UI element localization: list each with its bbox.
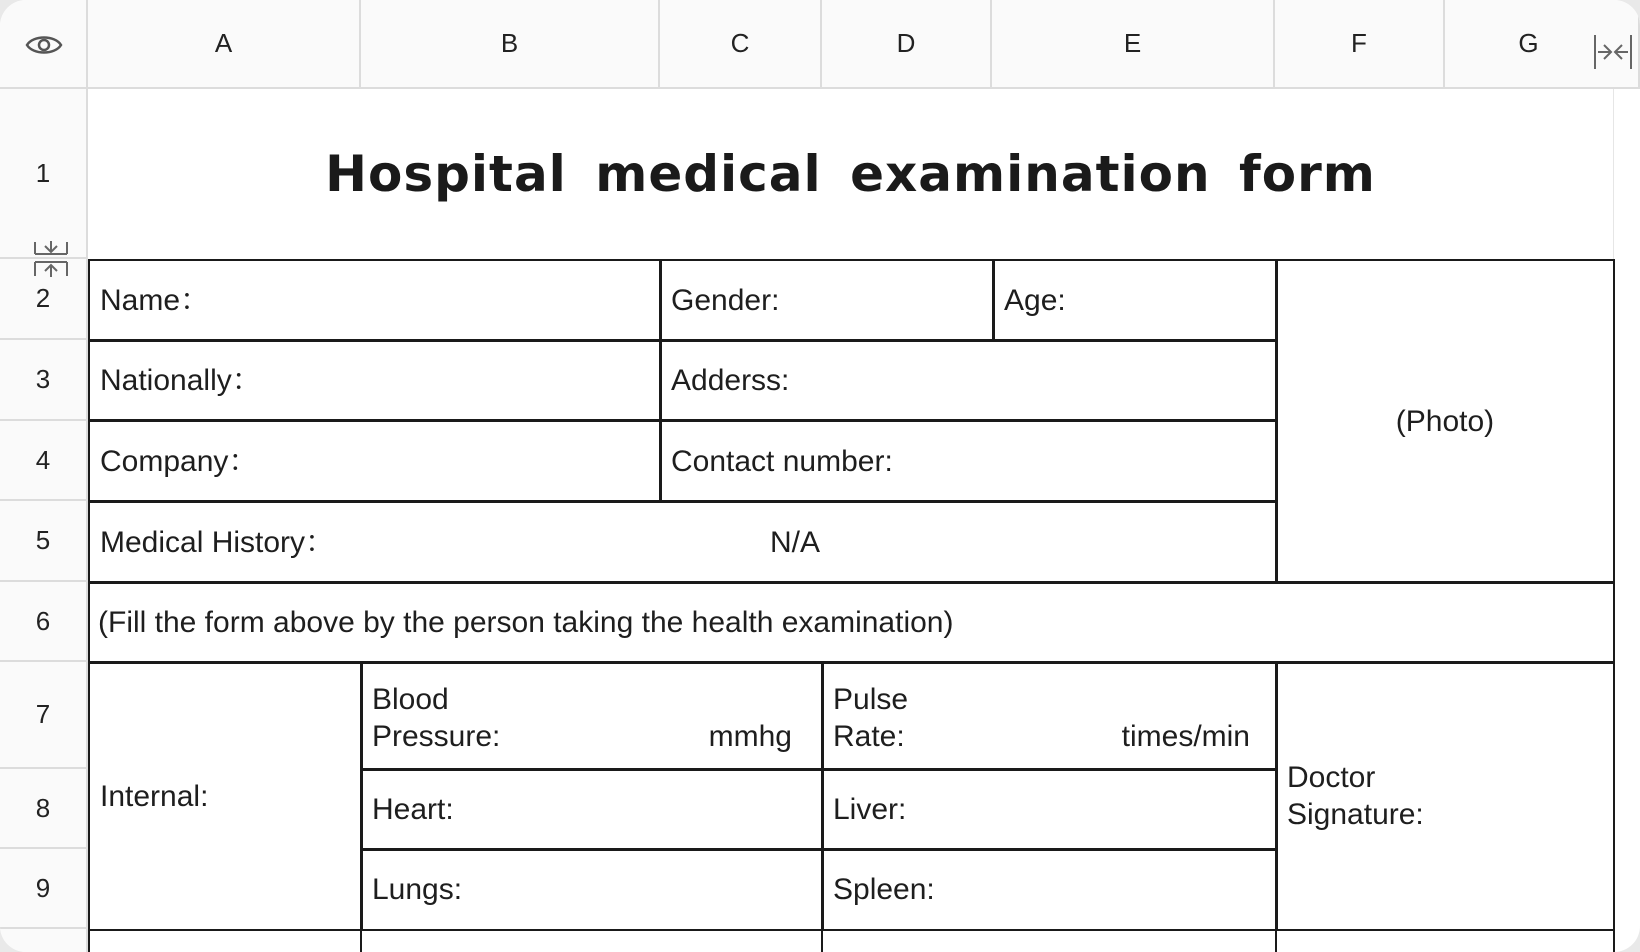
partial-row-cell[interactable]	[88, 929, 1615, 952]
partial-row-divider	[360, 929, 362, 952]
lungs-cell[interactable]	[360, 848, 824, 931]
row-header-label: 8	[35, 792, 51, 823]
pulse-rate-label-line1: Pulse	[833, 683, 909, 716]
pulse-rate-cell[interactable]	[821, 661, 1278, 771]
row-header-6[interactable]	[0, 582, 88, 662]
row-header-label: 3	[35, 364, 51, 394]
row-header-label: 4	[35, 444, 51, 475]
contact-number-label: Contact number:	[671, 444, 893, 478]
gender-cell[interactable]	[659, 259, 995, 342]
contact-number-cell[interactable]	[659, 419, 1278, 503]
liver-label: Liver:	[833, 793, 907, 826]
age-cell[interactable]	[992, 259, 1278, 342]
row-header-8[interactable]	[0, 769, 88, 849]
pulse-rate-unit: times/min	[1121, 720, 1250, 753]
column-header-c[interactable]	[660, 0, 822, 89]
row-header-1[interactable]	[0, 89, 88, 259]
column-header-label: B	[500, 28, 519, 58]
eye-icon[interactable]	[25, 33, 63, 57]
address-cell[interactable]	[659, 339, 1278, 422]
column-header-label: A	[214, 28, 233, 58]
row-header-4[interactable]	[0, 421, 88, 501]
row-header-label: 5	[35, 525, 51, 555]
collapse-rows-icon[interactable]	[33, 240, 69, 278]
column-header-label: G	[1518, 28, 1539, 58]
partial-row-divider	[1275, 929, 1277, 952]
medical-history-label: Medical History：	[100, 525, 336, 559]
company-cell[interactable]	[88, 419, 662, 503]
column-header-a[interactable]	[88, 0, 361, 89]
instruction-note-cell[interactable]	[88, 581, 1615, 664]
form-title[interactable]: Hospital medical examination form	[325, 145, 1376, 203]
column-header-label: F	[1351, 28, 1367, 58]
column-header-d[interactable]	[822, 0, 992, 89]
blood-pressure-label	[372, 681, 500, 755]
medical-history-cell[interactable]	[88, 500, 1278, 584]
medical-history-value: N/A	[770, 525, 821, 559]
photo-label: (Photo)	[1395, 405, 1495, 438]
select-all-corner[interactable]	[0, 0, 88, 89]
liver-cell[interactable]	[821, 768, 1278, 851]
column-header-e[interactable]	[992, 0, 1275, 89]
heart-cell[interactable]	[360, 768, 824, 851]
nationality-label: Nationally：	[100, 364, 262, 397]
column-header-label: D	[896, 28, 916, 58]
gender-label: Gender:	[671, 284, 780, 317]
doctor-signature-cell[interactable]	[1275, 661, 1615, 931]
pulse-rate-label	[833, 681, 908, 755]
instruction-note: (Fill the form above by the person taking the health examination)	[98, 606, 954, 639]
row-header-5[interactable]	[0, 501, 88, 582]
collapse-columns-icon[interactable]	[1592, 33, 1634, 71]
column-header-b[interactable]	[361, 0, 660, 89]
blood-pressure-cell[interactable]	[360, 661, 824, 771]
row-header-9[interactable]	[0, 849, 88, 929]
blood-pressure-label-line2: Pressure:	[372, 720, 501, 753]
doctor-signature-label-line1: Doctor	[1287, 761, 1376, 794]
blood-pressure-unit: mmhg	[708, 720, 792, 753]
pulse-rate-label-line2: Rate:	[833, 720, 905, 753]
row-header-label: 7	[35, 699, 51, 729]
heart-label: Heart:	[372, 793, 454, 826]
column-header-label: C	[730, 28, 750, 58]
row-header-3[interactable]	[0, 340, 88, 421]
row-header-label: 6	[35, 605, 51, 636]
blood-pressure-label-line1: Blood	[372, 683, 449, 716]
age-label: Age:	[1004, 284, 1066, 317]
row-header-label: 2	[35, 283, 51, 313]
row-header-label: 9	[35, 872, 51, 903]
internal-label: Internal:	[100, 779, 209, 813]
row-header-label: 1	[35, 157, 51, 188]
name-cell[interactable]	[88, 259, 662, 342]
company-label: Company：	[100, 444, 259, 478]
address-label: Adderss:	[671, 364, 790, 397]
column-header-f[interactable]	[1275, 0, 1445, 89]
name-label: Name：	[100, 284, 211, 317]
internal-cell[interactable]	[88, 661, 363, 931]
spleen-cell[interactable]	[821, 848, 1278, 931]
row-header-7[interactable]	[0, 662, 88, 769]
row-header-10[interactable]	[0, 929, 88, 952]
doctor-signature-label	[1287, 759, 1424, 833]
partial-row-divider	[821, 929, 823, 952]
column-header-label: E	[1123, 28, 1142, 58]
nationality-cell[interactable]	[88, 339, 662, 422]
doctor-signature-label-line2: Signature:	[1287, 798, 1424, 831]
lungs-label: Lungs:	[372, 873, 463, 906]
spleen-label: Spleen:	[833, 873, 935, 906]
photo-cell[interactable]	[1275, 259, 1615, 584]
